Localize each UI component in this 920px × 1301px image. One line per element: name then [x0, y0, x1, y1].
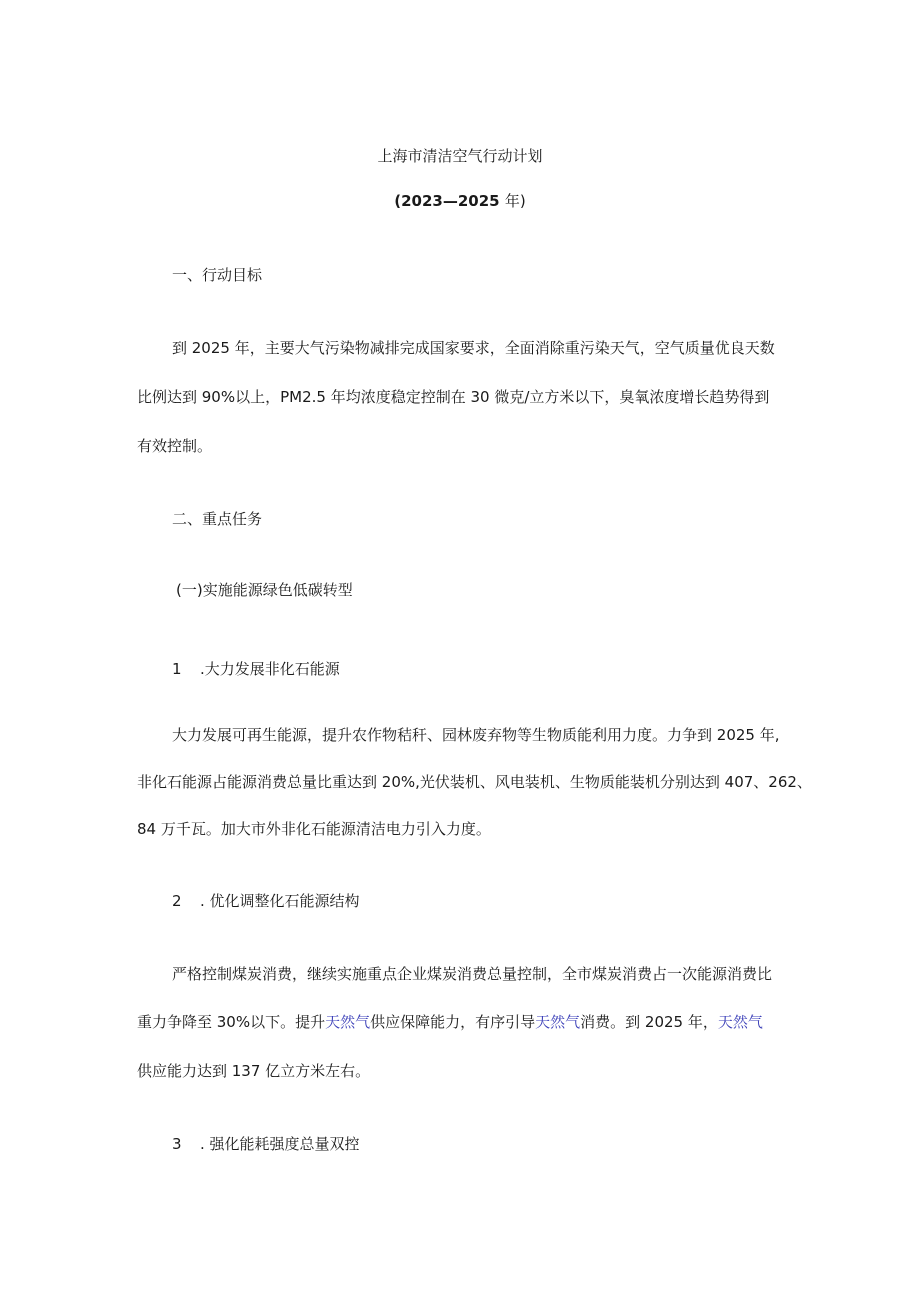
- item-label: . 强化能耗强度总量双控: [200, 1135, 360, 1153]
- paragraph-line: 有效控制。: [137, 437, 213, 455]
- text-segment: 供应保障能力，有序引导: [370, 1013, 536, 1031]
- natural-gas-link[interactable]: 天然气: [535, 1013, 581, 1031]
- natural-gas-link[interactable]: 天然气: [325, 1013, 371, 1031]
- text-segment: 消费。到 2025 年，: [580, 1013, 718, 1031]
- item-label: .大力发展非化石能源: [200, 660, 340, 678]
- paragraph-line: [137, 1012, 763, 1032]
- item-number: 3: [172, 1135, 182, 1153]
- subsection-heading-energy: (一)实施能源绿色低碳转型: [176, 581, 353, 599]
- paragraph-line: 非化石能源占能源消费总量比重达到 20%,光伏装机、风电装机、生物质能装机分别达到 407、262、: [137, 773, 812, 791]
- text-segment: 重力争降至 30%以下。提升: [137, 1013, 326, 1031]
- paragraph-line: 84 万千瓦。加大市外非化石能源清洁电力引入力度。: [137, 820, 491, 838]
- subtitle-suffix: 年): [504, 192, 526, 210]
- section-heading-goals: 一、行动目标: [172, 266, 263, 284]
- paragraph-line: 大力发展可再生能源，提升农作物秸秆、园林废弃物等生物质能利用力度。力争到 2025 年,: [172, 726, 780, 744]
- paragraph-line: 比例达到 90%以上，PM2.5 年均浓度稳定控制在 30 微克/立方米以下，臭氧浓度增长趋势得到: [137, 388, 770, 406]
- paragraph-line: 到 2025 年，主要大气污染物减排完成国家要求，全面消除重污染天气，空气质量优良天数: [172, 339, 775, 357]
- item-label: . 优化调整化石能源结构: [200, 892, 360, 910]
- document-subtitle: [0, 191, 920, 211]
- item-heading-3: [172, 1134, 360, 1154]
- natural-gas-link[interactable]: 天然气: [717, 1013, 763, 1031]
- paragraph-line: 严格控制煤炭消费，继续实施重点企业煤炭消费总量控制，全市煤炭消费占一次能源消费比: [172, 965, 773, 983]
- item-number: 1: [172, 660, 182, 678]
- paragraph-line: 供应能力达到 137 亿立方米左右。: [137, 1062, 371, 1080]
- item-heading-1: [172, 659, 340, 679]
- subtitle-years: (2023—2025: [394, 192, 500, 210]
- item-heading-2: [172, 891, 360, 911]
- document-title: 上海市清洁空气行动计划: [377, 147, 543, 165]
- item-number: 2: [172, 892, 182, 910]
- section-heading-tasks: 二、重点任务: [172, 510, 263, 528]
